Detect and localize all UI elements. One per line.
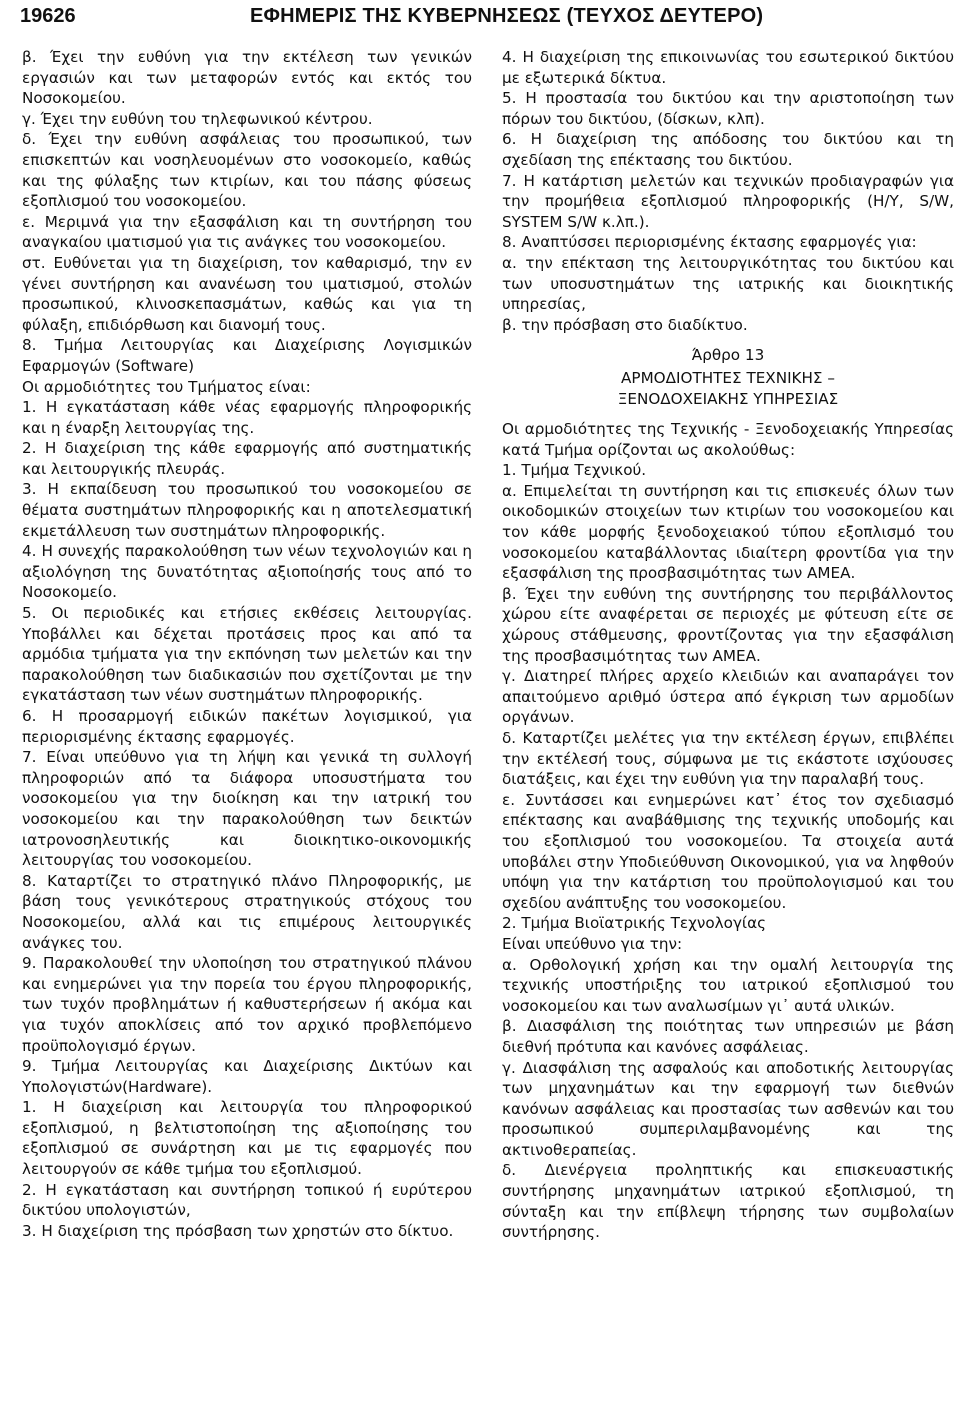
paragraph: Οι αρμοδιότητες της Τεχνικής - Ξενοδοχειακής Υπηρεσίας κατά Τμήμα ορίζονται ως ακολούθως:	[502, 420, 954, 459]
left-column	[22, 47, 472, 1241]
paragraph: δ. Διενέργεια προληπτικής και επισκευαστικής συντήρησης μηχανημάτων ιατρικού εξοπλισμού, τη σύνταξη και την επίβλεψη τήρησης των συμβολαίων συντήρησης.	[502, 1161, 954, 1242]
paragraph: β. Διασφάλιση της ποιότητας των υπηρεσιών με βάση διεθνή πρότυπα και κανόνες ασφάλειας.	[502, 1017, 954, 1056]
page-header	[20, 2, 940, 32]
section-heading: 9. Τμήμα Λειτουργίας και Διαχείρισης Δικτύων και Υπολογιστών(Hardware).	[22, 1057, 472, 1096]
article-title: ΑΡΜΟΔΙΟΤΗΤΕΣ ΤΕΧΝΙΚΗΣ – ΞΕΝΟΔΟΧΕΙΑΚΗΣ ΥΠΗΡΕΣΙΑΣ	[617, 368, 839, 408]
paragraph: ε. Συντάσσει και ενημερώνει κατ᾽ έτος τον σχεδιασμό επέκτασης και αναβάθμισης της τεχνικής υποδομής και του εξοπλισμού του νοσοκομείου. Τα στοιχεία αυτά υποβάλει στην Υποδιεύθυνση Οικονομικού, για να ληφθούν υπόψη για την κατάρτιση του προϋπολογισμού και του σχεδίου ανάπτυξης του νοσοκομείου.	[502, 790, 954, 912]
paragraph: 4. Η διαχείριση της επικοινωνίας του εσωτερικού δικτύου με εξωτερικά δίκτυα.	[502, 48, 954, 87]
paragraph: α. Ορθολογική χρήση και την ομαλή λειτουργία της τεχνικής υποστήριξης του ιατρικού εξοπλισμού του νοσοκομείου και των αναλωσίμων γι᾽ αυτά υλικών.	[502, 955, 954, 1015]
paragraph: στ. Ευθύνεται για τη διαχείριση, τον καθαρισμό, την εν γένει συντήρηση και ανανέωση του ιματισμού, στολών προσωπικού, κλινοσκεπασμάτων, καθώς και για τη φύλαξη, επιδιόρθωση και διανομή τους.	[22, 253, 472, 334]
section-heading: 1. Τμήμα Τεχνικού.	[502, 461, 647, 480]
paragraph: 3. Η διαχείριση της πρόσβαση των χρηστών στο δίκτυο.	[22, 1221, 454, 1240]
paragraph: γ. Έχει την ευθύνη του τηλεφωνικού κέντρου.	[22, 109, 373, 128]
paragraph: 1. Η διαχείριση και λειτουργία του πληροφορικού εξοπλισμού, η βελτιστοποίηση της αξιοποίησης του εξοπλισμού σε συνάρτηση και με τις εφαρμογές που λειτουργούν σε κάθε τμήμα του εξοπλισμού.	[22, 1098, 472, 1179]
paragraph: 2. Η διαχείριση της κάθε εφαρμογής από συστηματικής και λειτουργικής πλευράς.	[22, 439, 472, 478]
gazette-title: ΕΦΗΜΕΡΙΣ ΤΗΣ ΚΥΒΕΡΝΗΣΕΩΣ (ΤΕΥΧΟΣ ΔΕΥΤΕΡΟ)	[250, 5, 764, 27]
paragraph: δ. Καταρτίζει μελέτες για την εκτέλεση έργων, επιβλέπει την εκτέλεσή τους, σύμφωνα με τις εκάστοτε ισχύουσες διατάξεις, και έχει την ευθύνη για την παραλαβή τους.	[502, 729, 954, 789]
paragraph: Οι αρμοδιότητες του Τμήματος είναι:	[22, 377, 311, 396]
paragraph: 6. Η διαχείριση της απόδοσης του δικτύου και τη σχεδίαση της επέκτασης του δικτύου.	[502, 130, 954, 169]
paragraph: 8. Καταρτίζει το στρατηγικό πλάνο Πληροφορικής, με βάση τους γενικότερους στρατηγικούς στόχους του Νοσοκομείου, αλλά και τις επιμέρους λειτουργικές ανάγκες του.	[22, 871, 472, 952]
paragraph: 4. Η συνεχής παρακολούθηση των νέων τεχνολογιών και η αξιολόγηση της δυνατότητας αξιοποίησής τους από το Νοσοκομείο.	[22, 542, 472, 602]
paragraph: δ. Έχει την ευθύνη ασφάλειας του προσωπικού, των επισκεπτών και νοσηλευομένων στο νοσοκομείο, καθώς και της φύλαξης των κτιρίων, και του πάσης φύσεως εξοπλισμού του νοσοκομείου.	[22, 130, 472, 211]
paragraph: α. Επιμελείται τη συντήρηση και τις επισκευές όλων των οικοδομικών στοιχείων των κτιρίων του νοσοκομείου και τον κάθε μορφής ξενοδοχειακού τύπου εξοπλισμό του νοσοκομείου καταβάλλοντας ιδιαίτερη φροντίδα για την εξασφάλιση της προσβασιμότητας των ΑΜΕΑ.	[502, 481, 954, 583]
paragraph: 3. Η εκπαίδευση του προσωπικού του νοσοκομείου σε θέματα συστημάτων πληροφορικής και η αποτελεσματική εκμετάλλευση των συστημάτων πληροφορικής.	[22, 480, 472, 540]
paragraph: 7. Η κατάρτιση μελετών και τεχνικών προδιαγραφών για την προμήθεια εξοπλισμού πληροφορικής (H/Y, S/W, SYSTEM S/W κ.λπ.).	[502, 171, 954, 231]
paragraph: 8. Αναπτύσσει περιορισμένης έκτασης εφαρμογές για:	[502, 233, 917, 252]
paragraph: α. την επέκταση της λειτουργικότητας του δικτύου και των υποσυστημάτων της ιατρικής και διοικητικής υπηρεσίας,	[502, 253, 954, 314]
paragraph: β. Έχει την ευθύνη της συντήρησης του περιβάλλοντος χώρου είτε αναφέρεται σε περιοχές με φύτευση είτε σε χώρους στάθμευσης, φροντίζοντας για την εξασφάλιση της προσβασιμότητας των ΑΜΕΑ.	[502, 584, 954, 665]
section-heading: 8. Τμήμα Λειτουργίας και Διαχείρισης Λογισμικών Εφαρμογών (Software)	[22, 336, 472, 375]
paragraph: 5. Οι περιοδικές και ετήσιες εκθέσεις λειτουργίας. Υποβάλλει και δέχεται προτάσεις προς και από τα αρμόδια τμήματα για την εκπόνηση των μελετών και την παρακολούθηση των διαδικασιών που σχετίζονται με την εγκατάσταση των νέων συστημάτων πληροφορικής.	[22, 604, 472, 705]
paragraph: γ. Διασφάλιση της ασφαλούς και αποδοτικής λειτουργίας των μηχανημάτων και την εφαρμογή των διεθνών κανόνων ασφάλειας και προστασίας των ασθενών και του προσωπικού συμπεριλαμβανομένης και της ακτινοθεραπείας.	[502, 1058, 954, 1159]
paragraph: 7. Είναι υπεύθυνο για τη λήψη και γενικά τη συλλογή πληροφοριών από τα διάφορα υποσυστήματα του νοσοκομείου για την διοίκηση και την ιατρική του νοσοκομείου και την παρακολούθηση των δεικτών ιατρονοσηλευτικής και διοικητικο-οικονομικής λειτουργίας του νοσοκομείου.	[22, 748, 472, 870]
paragraph: 6. Η προσαρμογή ειδικών πακέτων λογισμικού, για περιορισμένης έκτασης εφαρμογές.	[22, 707, 472, 746]
page-number: 19626	[20, 5, 76, 27]
paragraph: 9. Παρακολουθεί την υλοποίηση του στρατηγικού πλάνου και ενημερώνει για την πορεία του έργου πληροφορικής, των τυχόν προβλημάτων ή καθυστερήσεων ή ακόμα και για τυχόν αποκλίσεις από τον αρχικό προβλεπόμενο προϋπολογισμό έργων.	[22, 954, 472, 1055]
right-column	[502, 47, 954, 1243]
paragraph: β. Έχει την ευθύνη για την εκτέλεση των γενικών εργασιών και των μεταφορών εντός και εκτός του Νοσοκομείου.	[22, 48, 472, 108]
paragraph: 2. Η εγκατάσταση και συντήρηση τοπικού ή ευρύτερου δικτύου υπολογιστών,	[22, 1180, 472, 1220]
article-number: Άρθρο 13	[691, 346, 765, 365]
paragraph: β. την πρόσβαση στο διαδίκτυο.	[502, 315, 748, 334]
section-heading: 2. Τμήμα Βιοϊατρικής Τεχνολογίας	[502, 914, 766, 933]
paragraph: 1. Η εγκατάσταση κάθε νέας εφαρμογής πληροφορικής και η έναρξη λειτουργίας της.	[22, 398, 472, 437]
paragraph: Είναι υπεύθυνο για την:	[502, 934, 683, 953]
paragraph: ε. Μεριμνά για την εξασφάλιση και τη συντήρηση του αναγκαίου ιματισμού για τις ανάγκες του νοσοκομείου.	[22, 212, 472, 252]
paragraph: 5. Η προστασία του δικτύου και την αριστοποίηση των πόρων του δικτύου, (δίσκων, κλπ).	[502, 89, 954, 128]
paragraph: γ. Διατηρεί πλήρες αρχείο κλειδιών και αναπαράγει τον απαιτούμενο αριθμό ύστερα από έγκριση των αρμοδίων οργάνων.	[502, 667, 954, 727]
